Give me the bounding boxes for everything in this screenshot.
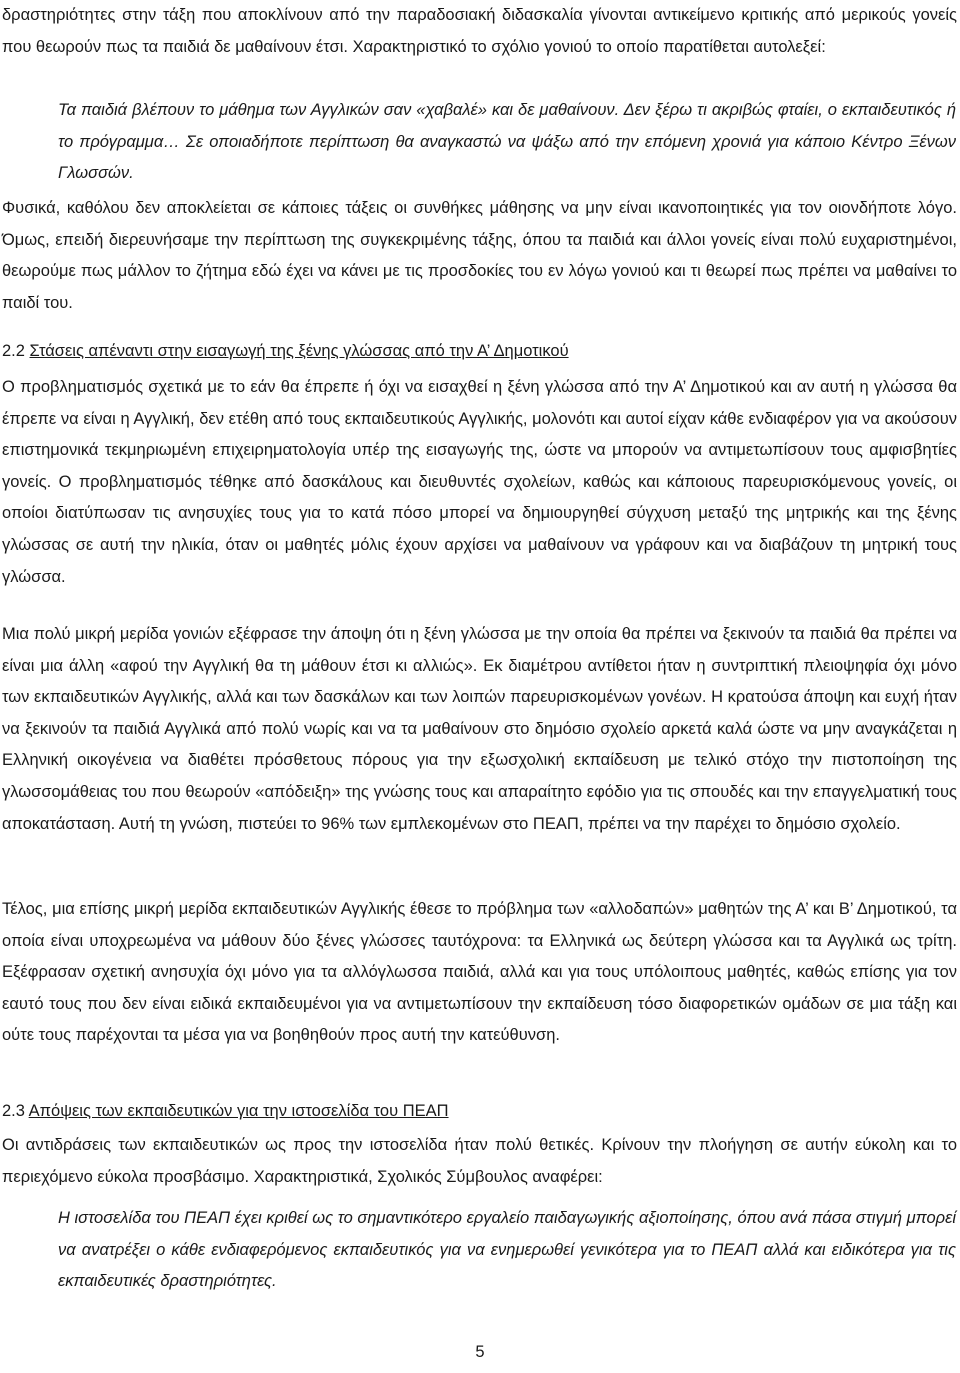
advisor-quote: Η ιστοσελίδα του ΠΕΑΠ έχει κριθεί ως το σημαντικότερο εργαλείο παιδαγωγικής αξιοποίησης, όπου ανά πάσα στιγμή μπορεί να ανατρέξει ο κάθε ενδιαφερόμενος εκπαιδευτικός για να ενημερωθεί γενικότερα για το ΠΕΑΠ αλλά και ειδικότερα για τις εκπαιδευτικές δραστηριότητες. (58, 1209, 956, 1291)
section-number: 2.2 (2, 342, 25, 360)
section-title: Απόψεις των εκπαιδευτικών για την ιστοσελίδα του ΠΕΑΠ (28, 1102, 449, 1120)
section-number: 2.3 (2, 1102, 25, 1120)
paragraph-foreign-students: Τέλος, μια επίσης μικρή μερίδα εκπαιδευτικών Αγγλικής έθεσε το πρόβλημα των «αλλοδαπών» μαθητών της Α’ και Β’ Δημοτικού, τα οποία είναι υποχρεωμένα να μάθουν δύο ξένες γλώσσες ταυτόχρονα: τα Ελληνικά ως δεύτερη γλώσσα και τα Αγγλικά ως τρίτη. Εξέφρασαν σχετική ανησυχία όχι μόνο για τα αλλόγλωσσα παιδιά, αλλά και για τους υπόλοιπους μαθητές, καθώς επίσης για τον εαυτό τους που δεν είναι ειδικά εκπαιδευμένοι για να αντιμετωπίσουν την εκπαίδευση τόσο διαφορετικών ομάδων σε μια τάξη και ούτε τους παρέχονται τα μέσα για να βοηθηθούν προς αυτή την κατεύθυνση. (2, 900, 957, 1045)
section-title: Στάσεις απέναντι στην εισαγωγή της ξένης γλώσσας από την Α’ Δημοτικού (29, 342, 569, 360)
paragraph-intro: δραστηριότητες στην τάξη που αποκλίνουν από την παραδοσιακή διδασκαλία γίνονται αντικείμενο κριτικής από μερικούς γονείς που θεωρούν πως τα παιδιά δε μαθαίνουν έτσι. Χαρακτηριστικό το σχόλιο γονιού το οποίο παρατίθεται αυτολεξεί: (2, 6, 957, 56)
paragraph-website: Οι αντιδράσεις των εκπαιδευτικών ως προς την ιστοσελίδα ήταν πολύ θετικές. Κρίνουν την πλοήγηση σε αυτήν εύκολη και το περιεχόμενο εύκολα προσβάσιμο. Χαρακτηριστικά, Σχολικός Σύμβουλος αναφέρει: (2, 1136, 957, 1186)
section-heading-2-2 (2, 336, 957, 368)
paragraph-concerns: Ο προβληματισμός σχετικά με το εάν θα έπρεπε ή όχι να εισαχθεί η ξένη γλώσσα από την Α’ Δημοτικού και αν αυτή η γλώσσα θα έπρεπε να είναι η Αγγλική, δεν ετέθη από τους εκπαιδευτικούς Αγγλικής, μολονότι και αυτοί είχαν κάθε ενδιαφέρον για να ακούσουν επιστημονικά τεκμηριωμένη επιχειρηματολογία υπέρ της εισαγωγής της, ώστε να μπορούν να αντιμετωπίσουν τους αμφισβητίες γονείς. Ο προβληματισμός τέθηκε από δασκάλους και διευθυντές σχολείων, καθώς και κάποιους παρευρισκόμενους γονείς, οι οποίοι διατύπωσαν τις ανησυχίες τους για το κατά πόσο μπορεί να δημιουργηθεί σύγχυση μεταξύ της μητρικής και της ξένης γλώσσας σε αυτή την ηλικία, όταν οι μαθητές μόλις έχουν αρχίσει να μαθαίνουν να γράφουν και να διαβάζουν τη μητρική τους γλώσσα. (2, 378, 957, 586)
paragraph-parents-view: Μια πολύ μικρή μερίδα γονιών εξέφρασε την άποψη ότι η ξένη γλώσσα με την οποία θα πρέπει να ξεκινούν τα παιδιά θα πρέπει να είναι μια άλλη «αφού την Αγγλική θα τη μάθουν έτσι κι αλλιώς». Εκ διαμέτρου αντίθετοι ήταν η συντριπτική πλειοψηφία όχι μόνο των εκπαιδευτικών Αγγλικής, αλλά και των δασκάλων και των λοιπών παρευρισκομένων γονέων. Η κρατούσα άποψη και ευχή ήταν να ξεκινούν τα παιδιά Αγγλικά από πολύ νωρίς και να τα μαθαίνουν στο δημόσιο σχολείο αρκετά καλά ώστε να μην αναγκάζεται η Ελληνική οικογένεια να διαθέτει πρόσθετους πόρους για την εξωσχολική εκπαίδευση με τελικό στόχο την πιστοποίηση της γλωσσομάθειας του που θεωρούν «απόδειξη» της γνώσης τους και απαραίτητο εφόδιο για τις σπουδές και την επαγγελματική τους αποκατάσταση. Αυτή τη γνώση, πιστεύει το 96% των εμπλεκομένων στο ΠΕΑΠ, πρέπει να την παρέχει το δημόσιο σχολείο. (2, 625, 957, 833)
paragraph-conditions: Φυσικά, καθόλου δεν αποκλείεται σε κάποιες τάξεις οι συνθήκες μάθησης να μην είναι ικανοποιητικές για τον οιονδήποτε λόγο. Όμως, επειδή διερευνήσαμε την περίπτωση της συγκεκριμένης τάξης, όπου τα παιδιά και άλλοι γονείς είναι πολύ ευχαριστημένοι, θεωρούμε πως μάλλον το ζήτημα εδώ έχει να κάνει με τις προσδοκίες του εν λόγω γονιού και τι θεωρεί πως πρέπει να μαθαίνει το παιδί του. (2, 199, 957, 312)
page-number: 5 (475, 1343, 485, 1361)
section-heading-2-3 (2, 1096, 957, 1128)
parent-quote: Τα παιδιά βλέπουν το μάθημα των Αγγλικών σαν «χαβαλέ» και δε μαθαίνουν. Δεν ξέρω τι ακριβώς φταίει, ο εκπαιδευτικός ή το πρόγραμμα… Σε οποιαδήποτε περίπτωση θα αναγκαστώ να ψάξω από την επόμενη χρονιά για κάποιο Κέντρο Ξένων Γλωσσών. (58, 101, 956, 183)
